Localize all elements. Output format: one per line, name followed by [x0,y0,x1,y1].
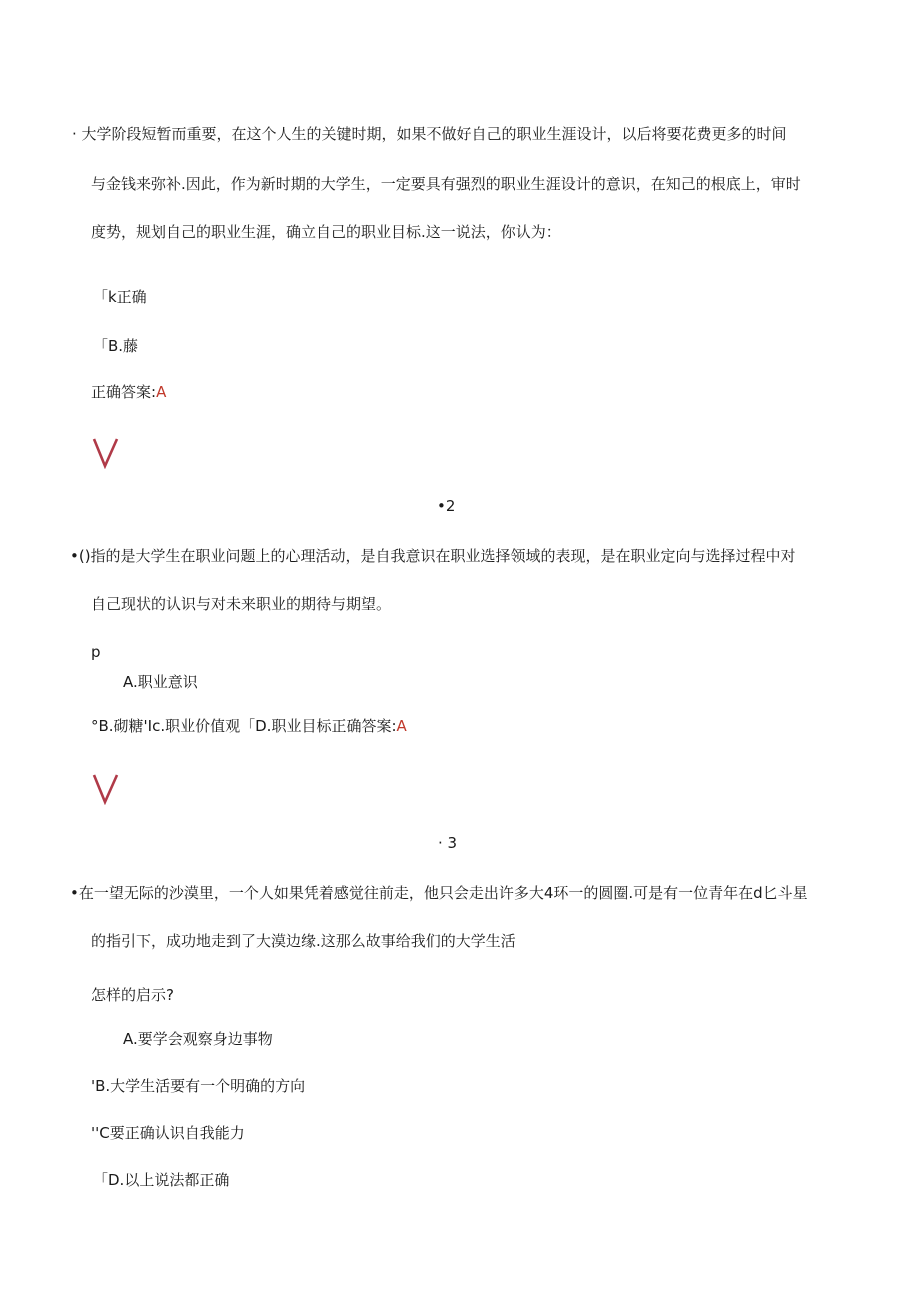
q1-text-line-1: · 大学阶段短暂而重要，在这个人生的关键时期，如果不做好自己的职业生涯设计，以后将要花费更多的时间 [72,125,787,143]
q3-option-b[interactable]: 'B.大学生活要有一个明确的方向 [91,1077,306,1095]
q1-text-line-2: 与金钱来弥补.因此，作为新时期的大学生，一定要具有强烈的职业生涯设计的意识，在知己的根底上，审时 [91,175,801,193]
q3-option-a[interactable]: A.要学会观察身边事物 [123,1030,273,1048]
q3-number: · 3 [438,834,458,852]
q1-correct-answer [91,382,166,402]
q2-stray-mark: p [91,643,101,661]
checkmark-icon [92,437,120,469]
q2-options-and-answer [91,716,407,736]
q2-options-rest[interactable]: °B.砌糖'Ic.职业价值观「D.职业目标正确答案: [91,717,397,735]
q1-text-line-3: 度势，规划自己的职业生涯，确立自己的职业目标.这一说法，你认为： [91,223,561,241]
q1-option-a[interactable]: 「k正确 [93,288,147,306]
q2-option-a[interactable]: A.职业意识 [123,673,198,691]
q1-answer-value: A [156,383,167,401]
q1-answer-label: 正确答案: [91,383,157,401]
q1-option-b[interactable]: 「B.藤 [93,337,139,355]
q3-text-line-2: 的指引下，成功地走到了大漠边缘.这那么故事给我们的大学生活 [91,932,516,950]
q3-text-line-1: •在一望无际的沙漠里，一个人如果凭着感觉往前走，他只会走出许多大4环一的圆圈.可是有一位青年在d匕斗星 [70,884,808,902]
q2-text-line-2: 自己现状的认识与对未来职业的期待与期望。 [91,595,392,613]
q3-text-line-3: 怎样的启示? [91,986,174,1004]
q3-option-d[interactable]: 「D.以上说法都正确 [93,1171,230,1189]
q3-option-c[interactable]: ''C要正确认识自我能力 [91,1124,245,1142]
checkmark-icon [92,773,120,805]
q2-number: •2 [437,497,456,515]
q2-answer-value: A [396,717,407,735]
q2-text-line-1: •()指的是大学生在职业问题上的心理活动，是自我意识在职业选择领域的表现，是在职业定向与选择过程中对 [70,547,796,565]
